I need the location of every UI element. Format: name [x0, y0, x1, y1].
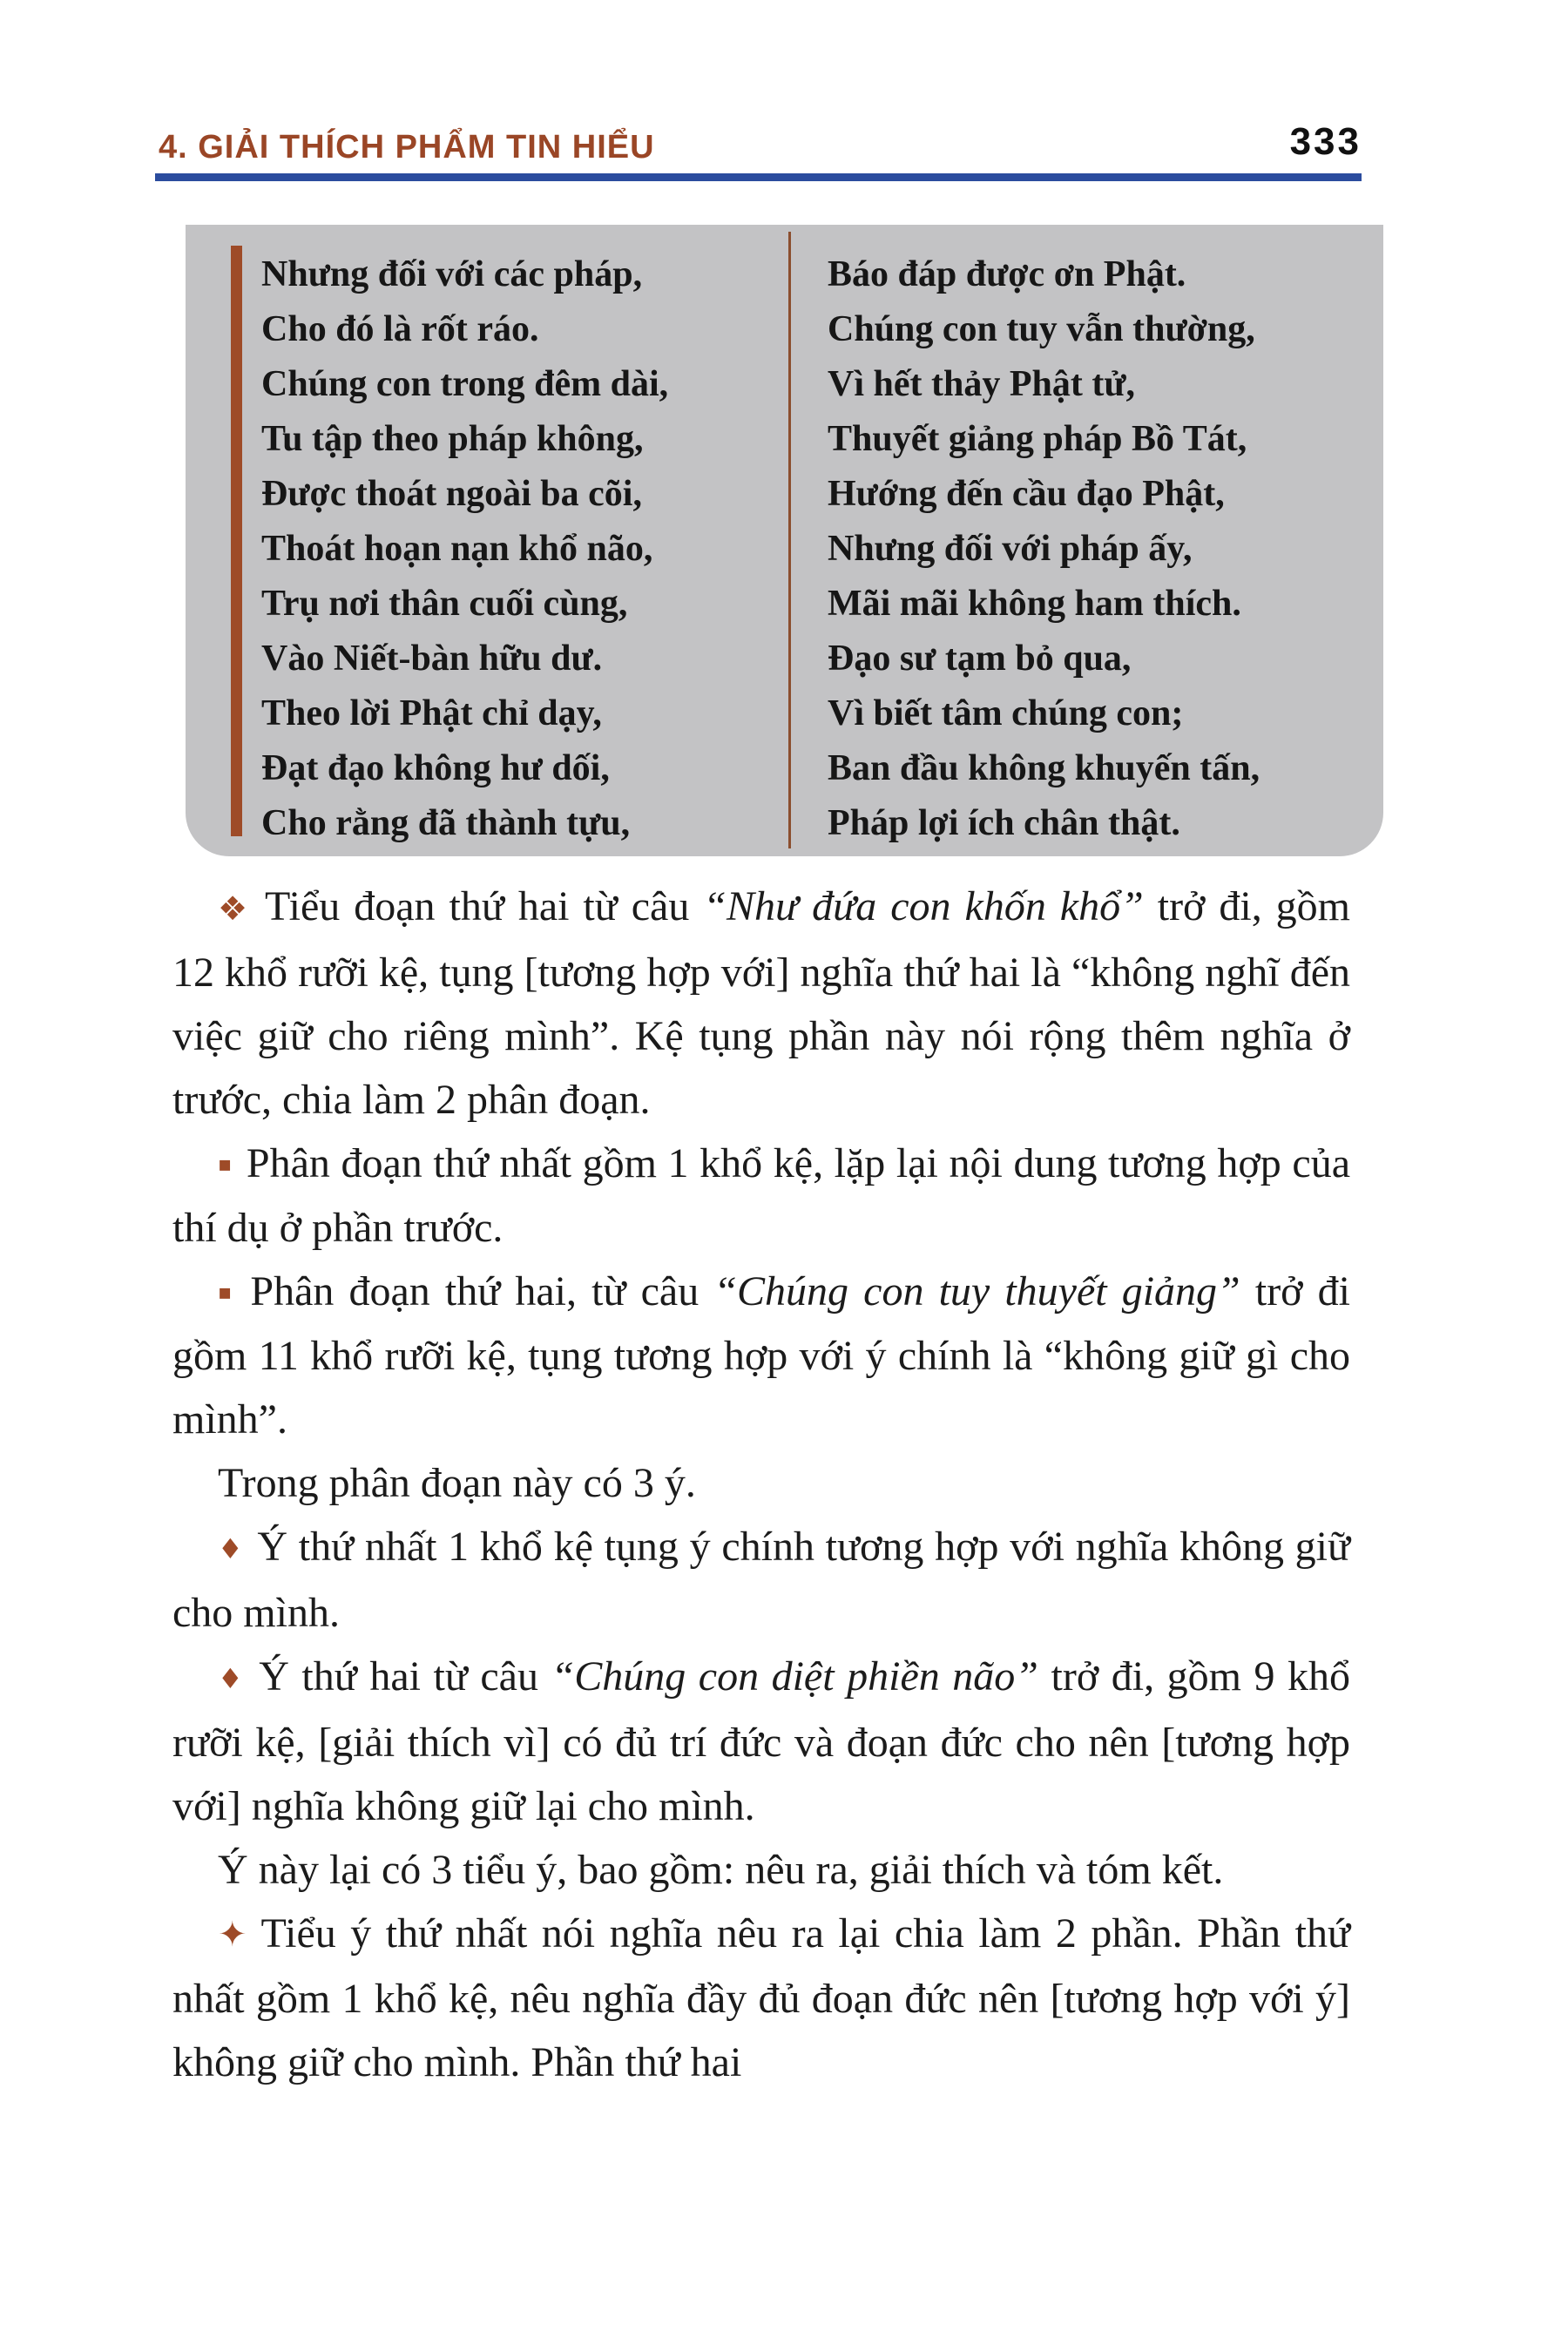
paragraph	[172, 1645, 1350, 1838]
verse-line: Trụ nơi thân cuối cùng,	[261, 584, 628, 624]
verse-line: Vào Niết-bàn hữu dư.	[261, 639, 603, 679]
diamond-bullet-icon: ♦	[218, 1662, 246, 1695]
verse-line: Hướng đến cầu đạo Phật,	[828, 474, 1225, 514]
square-bullet-icon: ▪	[218, 1280, 237, 1304]
verse-column-divider	[788, 232, 791, 848]
verse-line: Nhưng đối với pháp ấy,	[828, 529, 1193, 569]
verse-line: Cho rằng đã thành tựu,	[261, 803, 631, 843]
paragraph	[172, 1260, 1350, 1451]
verse-line: Báo đáp được ơn Phật.	[828, 254, 1186, 294]
verse-line: Mãi mãi không ham thích.	[828, 584, 1241, 624]
verse-line: Vì hết thảy Phật tử,	[828, 364, 1136, 404]
verse-column-right	[828, 247, 1260, 851]
text-run: trở đi, gồm 9 khổ rưỡi kệ, [giải thích vì] có đủ trí đức và đoạn đức cho nên [tương hợp với] nghĩa không giữ lại cho mình.	[172, 1653, 1351, 1829]
verse-line: Ban đầu không khuyến tấn,	[828, 748, 1260, 788]
diamond-bullet-icon: ♦	[218, 1532, 244, 1565]
paragraph	[172, 1902, 1350, 2094]
verse-line: Tu tập theo pháp không,	[261, 419, 644, 459]
body-text	[172, 875, 1350, 2094]
verse-line: Pháp lợi ích chân thật.	[828, 803, 1180, 843]
verse-line: Đạo sư tạm bỏ qua,	[828, 639, 1132, 679]
paragraph	[172, 1132, 1350, 1260]
verse-box	[186, 225, 1383, 856]
verse-line: Vì biết tâm chúng con;	[828, 693, 1184, 733]
verse-line: Cho đó là rốt ráo.	[261, 309, 539, 349]
text-run: Ý thứ nhất 1 khổ kệ tụng ý chính tương hợp với nghĩa không giữ cho mình.	[172, 1524, 1350, 1636]
paragraph	[172, 1451, 1350, 1515]
text-run: “Như đứa con khốn khổ”	[703, 883, 1144, 929]
text-run: Tiểu ý thứ nhất nói nghĩa nêu ra lại chia làm 2 phần. Phần thứ nhất gồm 1 khổ kệ, nêu nghĩa đầy đủ đoạn đức nên [tương hợp với ý] không giữ cho mình. Phần thứ hai	[172, 1910, 1350, 2085]
four-diamond-bullet-icon: ❖	[218, 889, 252, 928]
header-rule	[155, 173, 1362, 181]
verse-line: Nhưng đối với các pháp,	[261, 254, 643, 294]
verse-line: Theo lời Phật chỉ dạy,	[261, 693, 602, 733]
text-run: “Chúng con tuy thuyết giảng”	[713, 1268, 1240, 1315]
verse-line: Thuyết giảng pháp Bồ Tát,	[828, 419, 1247, 459]
page-title: 4. GIẢI THÍCH PHẨM TIN HIỂU	[159, 129, 655, 166]
verse-column-left	[261, 247, 668, 851]
verse-accent-bar	[231, 246, 242, 836]
paragraph	[172, 1838, 1350, 1902]
verse-line: Được thoát ngoài ba cõi,	[261, 474, 642, 514]
text-run: trở đi, gồm 12 khổ rưỡi kệ, tụng [tương hợp với] nghĩa thứ hai là “không nghĩ đến việc giữ cho riêng mình”. Kệ tụng phần này nói rộng thêm nghĩa ở trước, chia làm 2 phân đoạn.	[172, 883, 1351, 1123]
verse-line: Đạt đạo không hư dối,	[261, 748, 610, 788]
paragraph	[172, 875, 1350, 1132]
text-run: “Chúng con diệt phiền não”	[551, 1653, 1038, 1700]
verse-line: Chúng con trong đêm dài,	[261, 364, 669, 404]
text-run: Ý này lại có 3 tiểu ý, bao gồm: nêu ra, giải thích và tóm kết.	[218, 1847, 1224, 1893]
text-run: trở đi gồm 11 khổ rưỡi kệ, tụng tương hợp với ý chính là “không giữ gì cho mình”.	[172, 1268, 1351, 1443]
text-run: Ý thứ hai từ câu	[259, 1653, 551, 1700]
four-pointed-star-bullet-icon: ✦	[218, 1915, 247, 1955]
text-run: Phân đoạn thứ nhất gồm 1 khổ kệ, lặp lại nội dung tương hợp của thí dụ ở phần trước.	[172, 1140, 1350, 1251]
square-bullet-icon: ▪	[218, 1152, 233, 1176]
text-run: Phân đoạn thứ hai, từ câu	[250, 1268, 714, 1315]
text-run: Trong phân đoạn này có 3 ý.	[218, 1460, 696, 1506]
paragraph	[172, 1515, 1350, 1645]
verse-line: Thoát hoạn nạn khổ não,	[261, 529, 653, 569]
page-number: 333	[1289, 120, 1362, 163]
text-run: Tiểu đoạn thứ hai từ câu	[265, 883, 704, 929]
verse-line: Chúng con tuy vẫn thường,	[828, 309, 1255, 349]
